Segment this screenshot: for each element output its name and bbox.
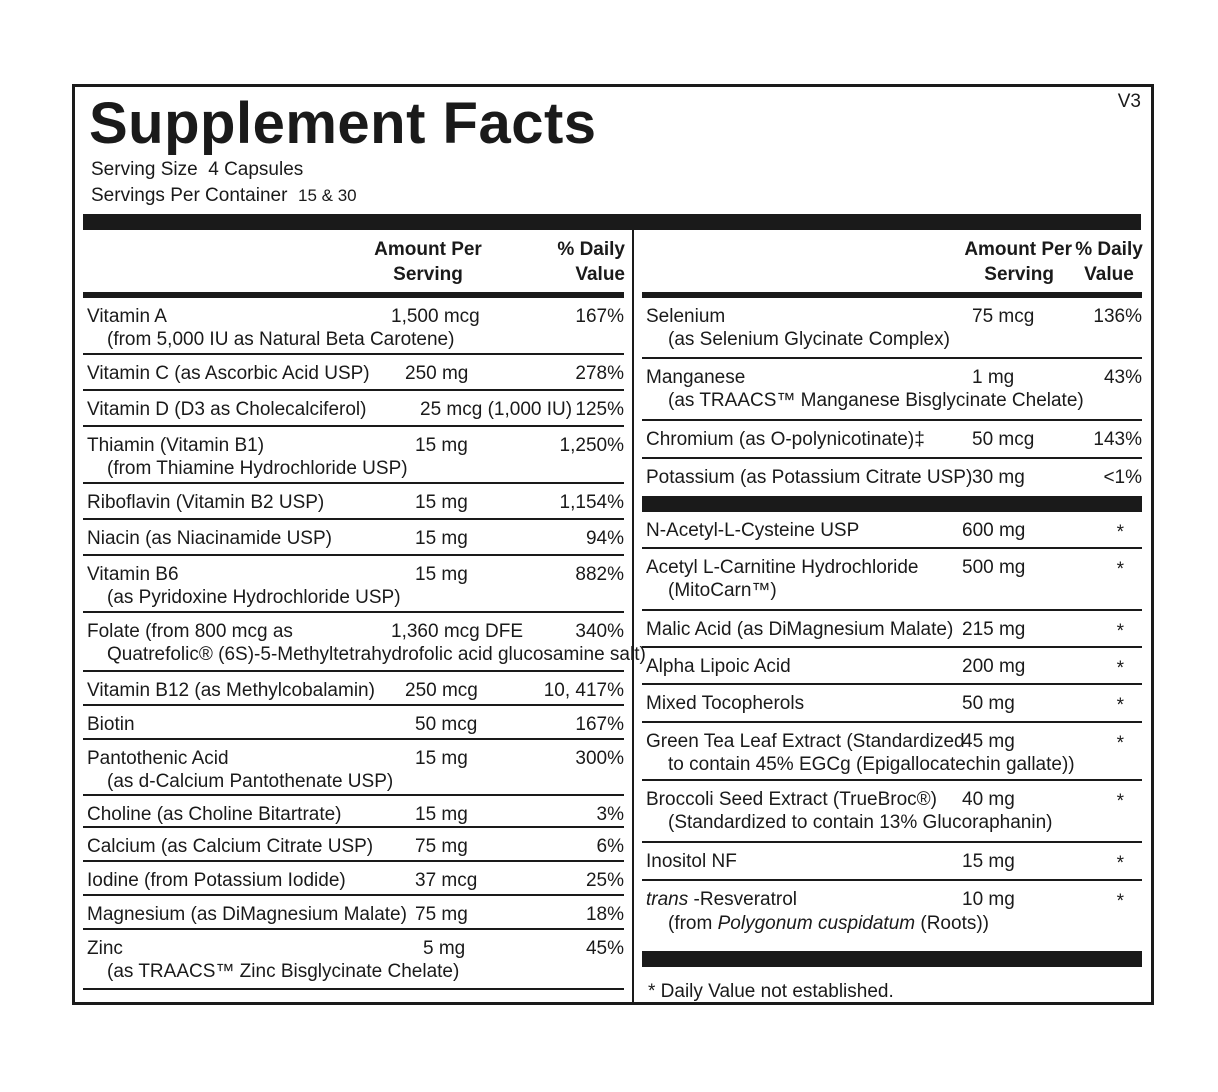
nutrient-amount: 15 mg [415,528,468,549]
nutrient-name: Folate (from 800 mcg as [87,621,293,642]
nutrient-daily-value: 125% [575,399,624,420]
serving-size-label: Serving Size [91,159,198,180]
nutrient-daily-value: 6% [596,836,624,857]
nutrient-name: Alpha Lipoic Acid [646,656,791,677]
nutrient-daily-value: * [1116,621,1124,642]
nutrient-name: Mixed Tocopherols [646,693,805,714]
nutrient-amount: 45 mg [962,731,1015,752]
nutrient-amount: 30 mg [972,467,1025,488]
nutrient-row [642,512,1142,549]
label-title: Supplement Facts [89,91,597,156]
nutrient-daily-value: 300% [575,748,624,769]
left-header [83,230,624,292]
nutrient-row [83,862,624,896]
dv-header-line1-right: % Daily [1075,239,1143,260]
nutrient-amount: 15 mg [415,564,468,585]
serving-size [91,159,303,181]
nutrient-name: Pantothenic Acid [87,748,229,769]
nutrient-name-rest: -Resveratrol [688,889,797,910]
nutrient-daily-value: * [1116,522,1124,543]
supplement-facts-label [72,84,1154,1005]
nutrient-source: (Standardized to contain 13% Glucoraphanin) [668,812,1053,833]
nutrient-row [642,359,1142,421]
nutrient-name: Malic Acid (as DiMagnesium Malate) [646,619,954,640]
nutrient-source: (as TRAACS™ Manganese Bisglycinate Chelate) [668,390,1084,411]
nutrient-daily-value: 18% [585,904,624,925]
nutrient-row [83,796,624,828]
nutrient-source: (from 5,000 IU as Natural Beta Carotene) [107,329,455,350]
right-rows-b [642,512,1142,941]
nutrient-daily-value: 882% [575,564,624,585]
version-tag: V3 [1117,91,1141,112]
nutrient-amount: 15 mg [415,435,468,456]
nutrient-source: (as Pyridoxine Hydrochloride USP) [107,587,401,608]
amount-per-serving-header-right [952,237,1072,287]
nutrient-amount: 250 mg [405,363,469,384]
nutrient-name: Potassium (as Potassium Citrate USP) [646,467,973,488]
nutrient-daily-value: 45% [585,938,624,959]
nutrient-daily-value: * [1116,733,1124,754]
nutrient-source: (as Selenium Glycinate Complex) [668,329,950,350]
nutrient-row [83,556,624,613]
nutrient-daily-value: 167% [575,306,624,327]
nutrient-name: Biotin [87,714,135,735]
source-prefix: (from [668,913,718,934]
amount-header-line2-right: Serving [984,264,1054,285]
nutrient-row [642,459,1142,496]
nutrient-daily-value: * [1116,695,1124,716]
nutrient-source: (from Thiamine Hydrochloride USP) [107,458,408,479]
nutrient-daily-value: 43% [1103,367,1142,388]
nutrient-row [642,549,1142,611]
nutrient-amount: 15 mg [415,748,468,769]
dv-header-line2: Value [575,264,625,285]
amount-header-line1-right: Amount Per [964,239,1072,260]
right-column [642,230,1142,1003]
nutrient-row [83,613,646,672]
nutrient-name: Zinc [87,938,123,959]
nutrient-daily-value: 1,154% [559,492,624,513]
nutrient-amount: 200 mg [962,656,1026,677]
daily-value-header-right [1074,237,1144,287]
nutrient-amount: 25 mcg (1,000 IU) [420,399,573,420]
column-divider [632,230,634,1002]
nutrient-amount: 1 mg [972,367,1015,388]
nutrient-amount: 15 mg [415,804,468,825]
nutrient-row [83,520,624,556]
nutrient-row [83,672,624,706]
nutrient-amount: 215 mg [962,619,1026,640]
nutrient-amount: 15 mg [962,851,1015,872]
nutrient-amount: 10 mg [962,889,1015,910]
nutrient-row [642,685,1142,723]
nutrient-name-italic: trans [646,889,689,910]
nutrient-daily-value: * [1116,891,1124,912]
nutrient-daily-value: 278% [575,363,624,384]
left-rows [83,298,646,990]
nutrient-row [642,648,1142,685]
servings-per-container [91,185,357,207]
nutrient-daily-value: 136% [1093,306,1142,327]
nutrient-amount: 50 mcg [972,429,1035,450]
nutrient-name: Vitamin D (D3 as Cholecalciferol) [87,399,367,420]
nutrient-name: Magnesium (as DiMagnesium Malate) [87,904,407,925]
nutrient-amount: 250 mcg [405,680,478,701]
nutrient-daily-value: <1% [1103,467,1142,488]
nutrient-daily-value: 94% [585,528,624,549]
nutrient-row [83,484,624,520]
nutrient-amount: 1,500 mcg [391,306,480,327]
nutrient-source [668,913,989,935]
servings-per-container-value: 15 & 30 [298,186,357,205]
amount-per-serving-header [363,237,493,287]
nutrient-daily-value: 340% [575,621,624,642]
nutrient-amount: 75 mg [415,836,468,857]
nutrient-amount: 50 mcg [415,714,478,735]
nutrient-name: Vitamin C (as Ascorbic Acid USP) [87,363,370,384]
amount-header-line1: Amount Per [374,239,482,260]
nutrient-name: Iodine (from Potassium Iodide) [87,870,346,891]
nutrient-daily-value: 1,250% [559,435,624,456]
nutrient-name: Vitamin A [87,306,167,327]
nutrient-name: N-Acetyl-L-Cysteine USP [646,520,860,541]
nutrient-row [83,427,624,484]
right-mid-thick-rule [642,496,1142,512]
nutrient-row [642,843,1142,881]
nutrient-name: Thiamin (Vitamin B1) [87,435,265,456]
top-thick-rule [83,214,1141,230]
amount-header-line2: Serving [393,264,463,285]
nutrient-row [642,881,1142,941]
nutrient-daily-value: 167% [575,714,624,735]
nutrient-source: to contain 45% EGCg (Epigallocatechin gallate)) [668,754,1075,775]
source-suffix: (Roots)) [915,913,990,934]
nutrient-amount: 50 mg [962,693,1015,714]
nutrient-source: (MitoCarn™) [668,580,777,601]
nutrient-row [642,611,1142,648]
nutrient-row [83,391,624,427]
nutrient-name: Selenium [646,306,726,327]
nutrient-row [642,421,1142,459]
nutrient-name: Vitamin B6 [87,564,179,585]
nutrient-row [83,930,624,990]
servings-per-container-label: Servings Per Container [91,185,288,206]
nutrient-name: Broccoli Seed Extract (TrueBroc®) [646,789,937,810]
nutrient-daily-value: * [1116,559,1124,580]
nutrient-name: Chromium (as O-polynicotinate)‡ [646,429,925,450]
nutrient-amount: 37 mcg [415,870,478,891]
nutrient-amount: 15 mg [415,492,468,513]
nutrient-source: Quatrefolic® (6S)-5-Methyltetrahydrofolic acid glucosamine salt) [107,644,646,665]
dv-header-line2-right: Value [1084,264,1134,285]
nutrient-daily-value: 25% [585,870,624,891]
daily-value-header [545,237,625,287]
right-header [642,230,1142,292]
nutrient-amount: 1,360 mcg DFE [391,621,523,642]
nutrient-source: (as TRAACS™ Zinc Bisglycinate Chelate) [107,961,460,982]
nutrient-row [83,896,624,930]
nutrient-name: Choline (as Choline Bitartrate) [87,804,342,825]
nutrient-amount: 75 mg [415,904,468,925]
nutrient-row [83,355,624,391]
nutrient-amount: 500 mg [962,557,1026,578]
nutrient-amount: 75 mcg [972,306,1035,327]
nutrient-name: Niacin (as Niacinamide USP) [87,528,332,549]
nutrient-daily-value: 143% [1093,429,1142,450]
nutrient-name: Manganese [646,367,746,388]
right-rows-a [642,298,1142,496]
source-italic: Polygonum cuspidatum [717,913,916,934]
nutrient-daily-value: * [1116,853,1124,874]
nutrient-source: (as d-Calcium Pantothenate USP) [107,771,394,792]
nutrient-row [83,828,624,862]
nutrient-daily-value: 3% [596,804,624,825]
nutrient-row [83,740,624,796]
nutrient-name: Green Tea Leaf Extract (Standardized [646,731,965,752]
nutrient-name: Riboflavin (Vitamin B2 USP) [87,492,325,513]
nutrient-row [83,298,624,355]
dv-header-line1: % Daily [557,239,625,260]
nutrient-name: Calcium (as Calcium Citrate USP) [87,836,374,857]
footnote: * Daily Value not established. [648,981,894,1002]
nutrient-amount: 5 mg [423,938,466,959]
right-bottom-thick-rule [642,951,1142,967]
nutrient-daily-value: * [1116,658,1124,679]
nutrient-name: Acetyl L-Carnitine Hydrochloride [646,557,919,578]
nutrient-row [83,706,624,740]
nutrient-row [642,298,1142,359]
nutrient-name: Inositol NF [646,851,737,872]
nutrient-row [642,781,1142,843]
nutrient-daily-value: 10, 417% [543,680,624,701]
nutrient-daily-value: * [1116,791,1124,812]
nutrient-name [646,889,797,911]
serving-size-value: 4 Capsules [208,159,304,180]
left-column [83,230,646,990]
nutrient-row [642,723,1142,781]
nutrient-amount: 40 mg [962,789,1015,810]
nutrient-name: Vitamin B12 (as Methylcobalamin) [87,680,375,701]
nutrient-amount: 600 mg [962,520,1026,541]
